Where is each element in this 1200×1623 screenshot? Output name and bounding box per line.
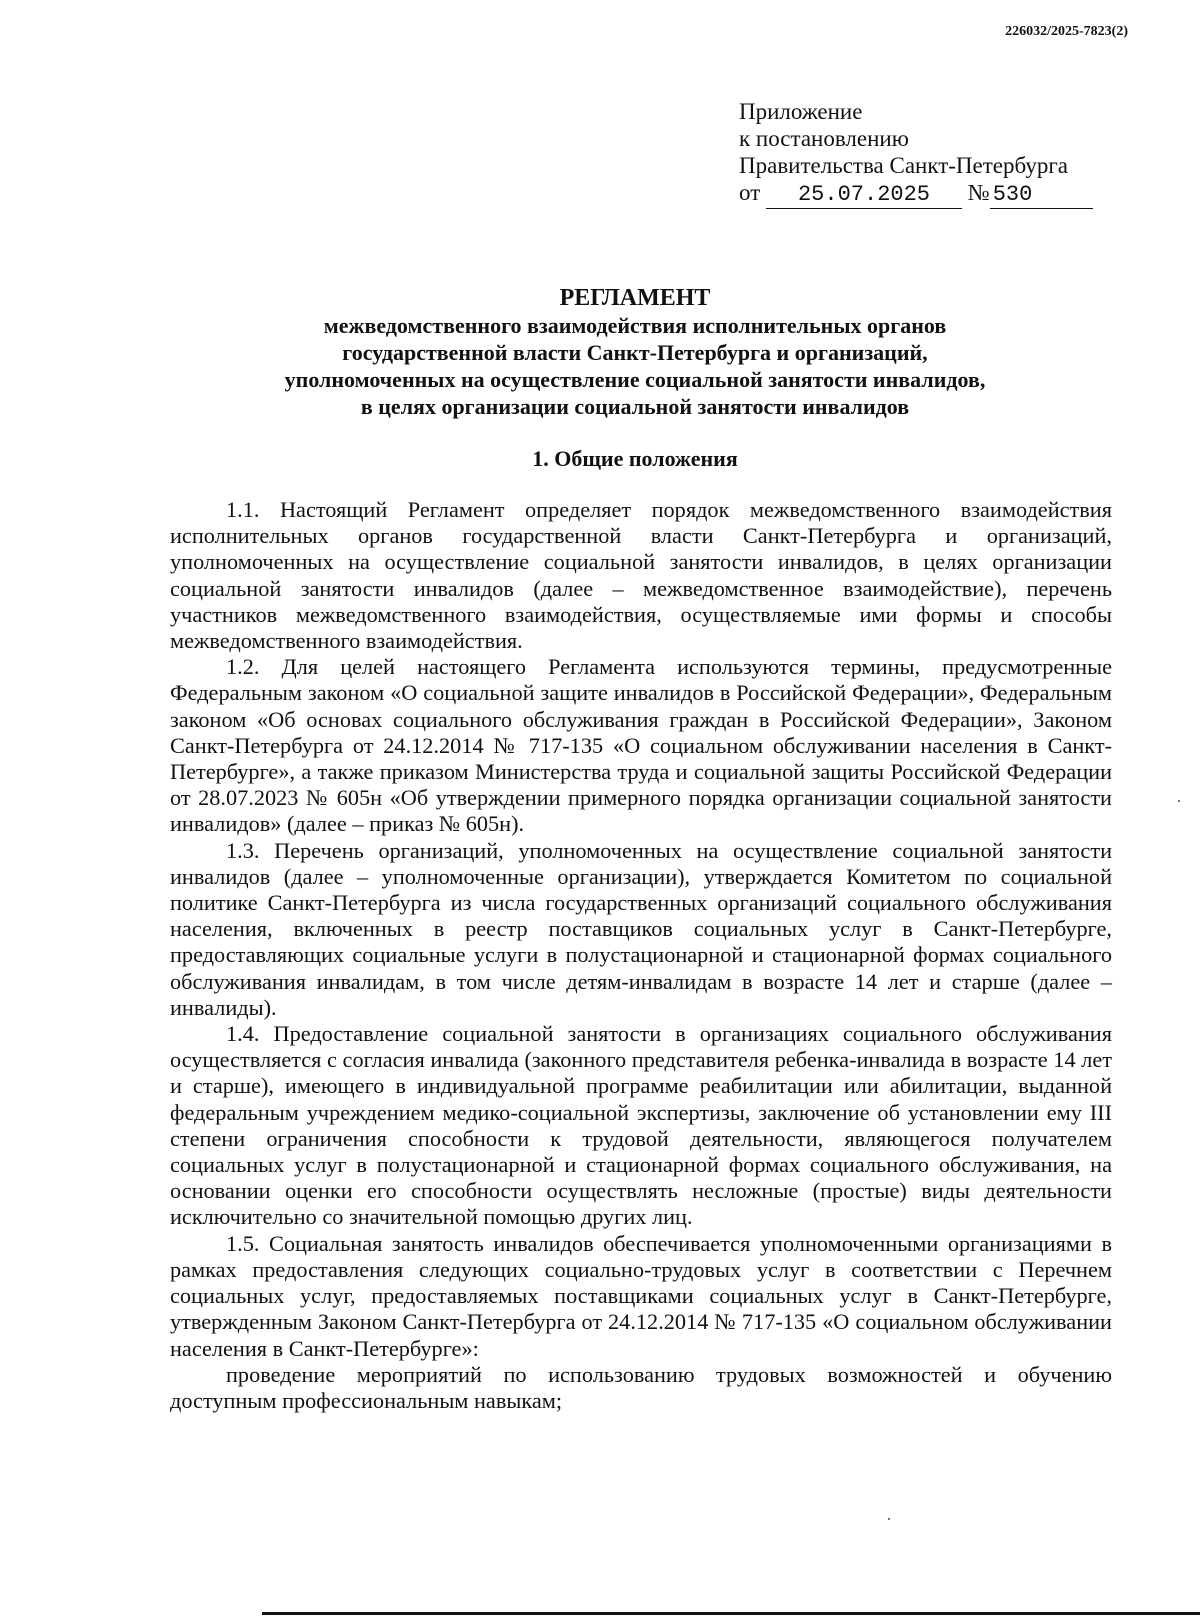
- appendix-line-3: Правительства Санкт-Петербурга: [739, 153, 1068, 178]
- appendix-line-2: к постановлению: [739, 126, 909, 151]
- scan-edge-line: [262, 1612, 1200, 1615]
- document-title: [150, 285, 1120, 420]
- title-line-3: уполномоченных на осуществление социальной занятости инвалидов,: [284, 367, 986, 392]
- paragraph-1-4: 1.4. Предоставление социальной занятости в организациях социального обслуживания осуществляется с согласия инвалида (законного представителя ребенка-инвалида в возрасте 14 лет и старше), имеющего в индивидуальной программе реабилитации или абилитации, выданной федеральным учреждением медико-социальной экспертизы, заключение об установлении ему III степени ограничения способности к трудовой деятельности, являющегося получателем социальных услуг в полустационарной и стационарной формах социального обслуживания, на основании оценки его способности осуществлять несложные (простые) виды деятельности исключительно со значительной помощью других лиц.: [170, 1021, 1112, 1230]
- appendix-date-line: [739, 179, 1093, 209]
- section-heading: 1. Общие положения: [532, 446, 738, 471]
- scan-speck: [888, 1518, 890, 1520]
- from-label: от: [739, 180, 761, 205]
- paragraph-1-3: 1.3. Перечень организаций, уполномоченных на осуществление социальной занятости инвалидов (далее – уполномоченные организации), утверждается Комитетом по социальной политике Санкт-Петербурга из числа государственных организаций социального обслуживания населения, включенных в реестр поставщиков социальных услуг в Санкт-Петербурге, предоставляющих социальные услуги в полустационарной и стационарной формах социального обслуживания инвалидам, в том числе детям-инвалидам в возрасте 14 лет и старше (далее – инвалиды).: [170, 837, 1112, 1020]
- number-label: №: [967, 180, 990, 205]
- paragraph-1-1: 1.1. Настоящий Регламент определяет порядок межведомственного взаимодействия исполнительных органов государственной власти Санкт-Петербурга и организаций, уполномоченных на осуществление социальной занятости инвалидов, в целях организации социальной занятости инвалидов (далее – межведомственное взаимодействие), перечень участников межведомственного взаимодействия, осуществляемые ими формы и способы межведомственного взаимодействия.: [170, 497, 1112, 654]
- document-body: [170, 497, 1112, 1414]
- resolution-number: 530: [990, 181, 1093, 209]
- title-line-1: межведомственного взаимодействия исполнительных органов: [323, 313, 947, 338]
- title-line-4: в целях организации социальной занятости инвалидов: [360, 394, 910, 419]
- paragraph-1-5: 1.5. Социальная занятость инвалидов обеспечивается уполномоченными организациями в рамках предоставления следующих социально-трудовых услуг в соответствии с Перечнем социальных услуг, предоставляемых поставщиками социальных услуг в Санкт-Петербурге, утвержденным Законом Санкт-Петербурга от 24.12.2014 № 717-135 «О социальном обслуживании населения в Санкт-Петербурге»:: [170, 1230, 1112, 1361]
- resolution-date: 25.07.2025: [766, 181, 962, 209]
- title-line-2: государственной власти Санкт-Петербурга и организаций,: [342, 340, 928, 365]
- title-heading: РЕГЛАМЕНТ: [559, 285, 711, 311]
- paragraph-1-2: 1.2. Для целей настоящего Регламента используются термины, предусмотренные Федеральным законом «О социальной защите инвалидов в Российской Федерации», Федеральным законом «Об основах социального обслуживания граждан в Российской Федерации», Законом Санкт-Петербурга от 24.12.2014 № 717-135 «О социальном обслуживании населения в Санкт-Петербурге», а также приказом Министерства труда и социальной защиты Российской Федерации от 28.07.2023 № 605н «Об утверждении примерного порядка организации социальной занятости инвалидов» (далее – приказ № 605н).: [170, 654, 1112, 837]
- appendix-line-1: Приложение: [739, 99, 863, 124]
- list-item-1: проведение мероприятий по использованию трудовых возможностей и обучению доступным профессиональным навыкам;: [170, 1361, 1112, 1413]
- registration-number: 226032/2025-7823(2): [1005, 24, 1128, 39]
- scan-speck: [1178, 800, 1180, 802]
- appendix-block: [739, 98, 1093, 209]
